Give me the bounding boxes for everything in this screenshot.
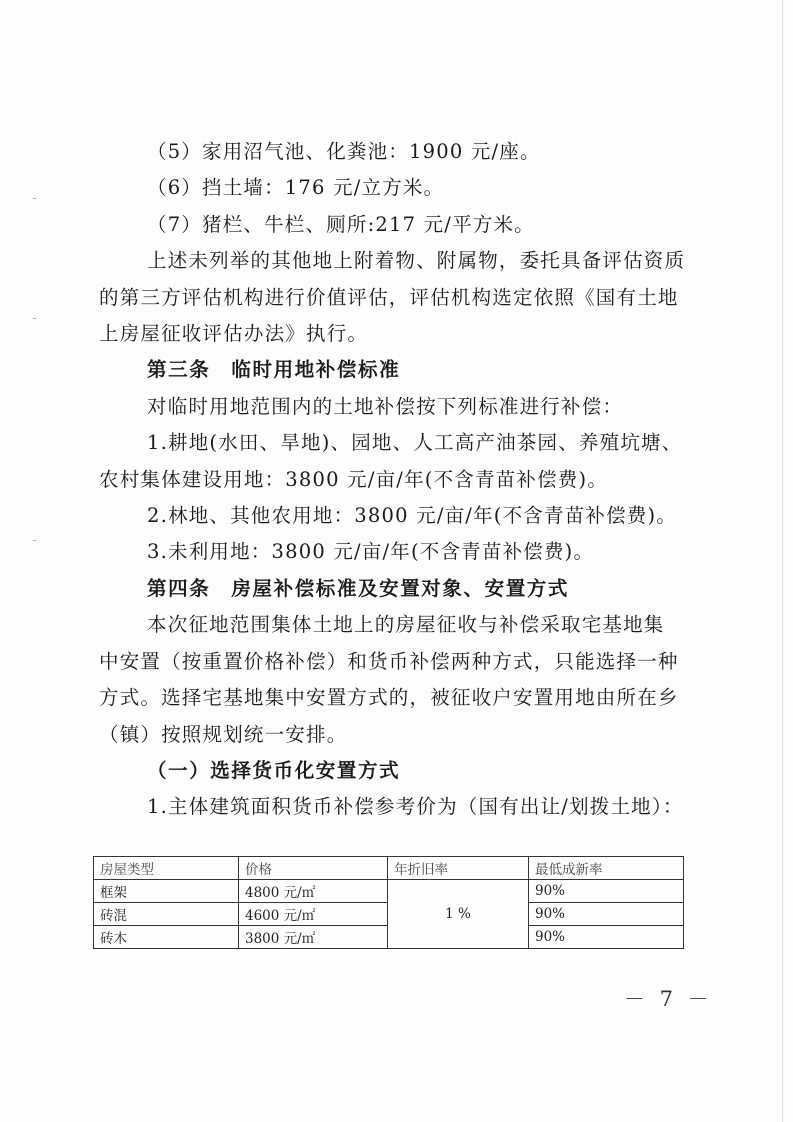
table-cell-price: 4600 元/㎡	[239, 903, 388, 926]
table-header-cell: 价格	[239, 857, 388, 880]
scan-mark	[33, 318, 36, 319]
paragraph-item-7: （7）猪栏、牛栏、厕所:217 元/平方米。	[147, 212, 535, 236]
paragraph-line: 本次征地范围集体土地上的房屋征收与补偿采取宅基地集	[147, 613, 665, 637]
paragraph-line: 2.林地、其他农用地：3800 元/亩/年(不含青苗补偿费)。	[147, 504, 677, 528]
table-cell-newness: 90%	[529, 880, 684, 903]
table-header-cell: 房屋类型	[94, 857, 239, 880]
table-header-row	[94, 857, 684, 880]
paragraph-line: 上房屋征收评估办法》执行。	[99, 322, 369, 346]
table-row	[94, 880, 684, 903]
paragraph-line: 中安置（按重置价格补偿）和货币补偿两种方式，只能选择一种	[99, 649, 679, 673]
scan-mark	[33, 540, 36, 541]
table-cell-price: 4800 元/㎡	[239, 880, 388, 903]
paragraph-line: 上述未列举的其他地上附着物、附属物，委托具备评估资质	[147, 249, 686, 273]
table-cell-newness: 90%	[529, 926, 684, 949]
paragraph-item-6: （6）挡土墙：176 元/立方米。	[147, 176, 445, 200]
paragraph-line: （镇）按照规划统一安排。	[99, 722, 348, 746]
paragraph-line: 对临时用地范围内的土地补偿按下列标准进行补偿：	[147, 394, 624, 418]
table-cell-type: 框架	[94, 880, 239, 903]
body-text	[99, 134, 695, 826]
paragraph-item-5: （5）家用沼气池、化粪池：1900 元/座。	[147, 140, 541, 163]
table-cell-price: 3800 元/㎡	[239, 926, 388, 949]
article-3-heading: 第三条 临时用地补偿标准	[147, 358, 401, 382]
section-1-heading: （一）选择货币化安置方式	[147, 758, 401, 782]
paragraph-line: 的第三方评估机构进行价值评估，评估机构选定依照《国有土地	[99, 285, 679, 309]
table-header-cell: 年折旧率	[388, 857, 529, 880]
page-number: － 7 －	[624, 987, 713, 1011]
page-edge	[782, 0, 783, 1122]
table-cell-newness: 90%	[529, 903, 684, 926]
table-cell-type: 砖混	[94, 903, 239, 926]
table-header-cell: 最低成新率	[529, 857, 684, 880]
article-4-heading: 第四条 房屋补偿标准及安置对象、安置方式	[147, 576, 570, 600]
table-cell-depreciation: 1 %	[388, 880, 529, 949]
paragraph-line: 1.耕地(水田、旱地)、园地、人工高产油茶园、养殖坑塘、	[147, 431, 683, 455]
table-cell-type: 砖木	[94, 926, 239, 949]
scan-mark	[33, 198, 36, 199]
compensation-table	[93, 856, 684, 949]
paragraph-line: 3.未利用地：3800 元/亩/年(不含青苗补偿费)。	[147, 540, 595, 564]
paragraph-line: 方式。选择宅基地集中安置方式的，被征收户安置用地由所在乡	[99, 686, 679, 710]
paragraph-line: 1.主体建筑面积货币补偿参考价为（国有出让/划拨土地）：	[147, 795, 684, 819]
paragraph-line: 农村集体建设用地：3800 元/亩/年(不含青苗补偿费)。	[99, 467, 608, 491]
